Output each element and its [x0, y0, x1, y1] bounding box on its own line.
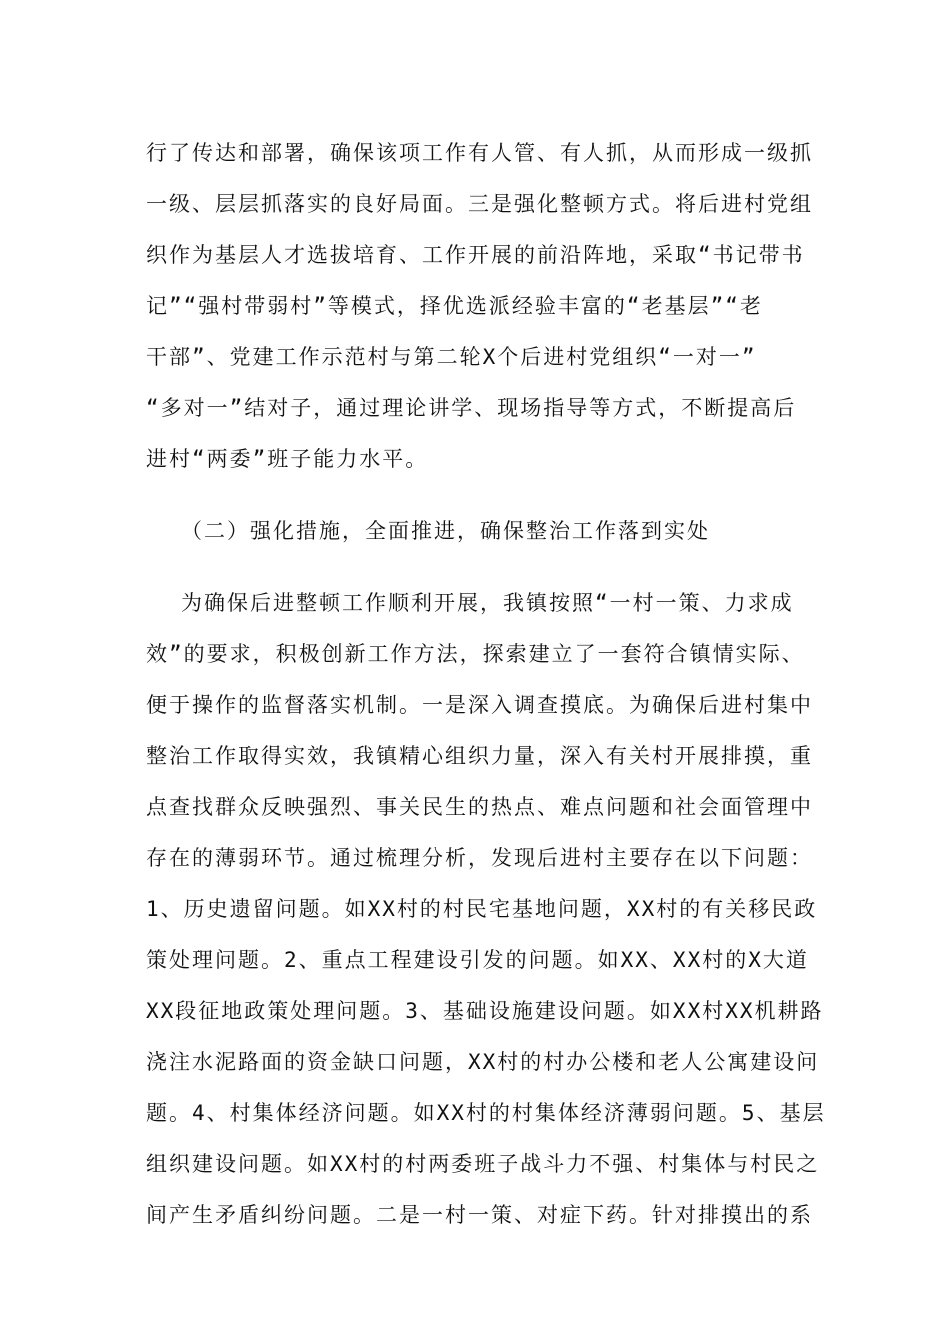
paragraph-2 [146, 578, 826, 1241]
text-line: 织作为基层人才选拔培育、工作开展的前沿阵地，采取“书记带书 [146, 243, 805, 267]
text-line: 组织建设问题。如XX村的村两委班子战斗力不强、村集体与村民之 [146, 1152, 820, 1176]
section-heading: （二）强化措施，全面推进，确保整治工作落到实处 [181, 519, 710, 543]
text-line: 便于操作的监督落实机制。一是深入调查摸底。为确保后进村集中 [146, 693, 813, 717]
text-line: 点查找群众反映强烈、事关民生的热点、难点问题和社会面管理中 [146, 795, 813, 819]
text-line: 间产生矛盾纠纷问题。二是一村一策、对症下药。针对排摸出的系 [146, 1203, 813, 1227]
document-body [146, 128, 826, 1241]
text-line: 行了传达和部署，确保该项工作有人管、有人抓，从而形成一级抓 [146, 141, 813, 165]
text-line: 进村“两委”班子能力水平。 [146, 447, 429, 471]
text-line: 整治工作取得实效，我镇精心组织力量，深入有关村开展排摸，重 [146, 744, 813, 768]
text-line: 策处理问题。2、重点工程建设引发的问题。如XX、XX村的X大道 [146, 948, 809, 972]
text-line: XX段征地政策处理问题。3、基础设施建设问题。如XX村XX机耕路 [146, 999, 824, 1023]
text-line: 效”的要求，积极创新工作方法，探索建立了一套符合镇情实际、 [146, 642, 805, 666]
text-line: 题。4、村集体经济问题。如XX村的村集体经济薄弱问题。5、基层 [146, 1101, 826, 1125]
text-line: 一级、层层抓落实的良好局面。三是强化整顿方式。将后进村党组 [146, 192, 813, 216]
text-line: 1、历史遗留问题。如XX村的村民宅基地问题，XX村的有关移民政 [146, 897, 818, 921]
text-line: 为确保后进整顿工作顺利开展，我镇按照“一村一策、力求成 [181, 591, 794, 615]
text-line: 记”“强村带弱村”等模式，择优选派经验丰富的“老基层”“老 [146, 294, 763, 318]
text-line: 干部”、党建工作示范村与第二轮X个后进村党组织“一对一” [146, 345, 757, 369]
text-line: “多对一”结对子，通过理论讲学、现场指导等方式，不断提高后 [146, 396, 797, 420]
paragraph-1 [146, 128, 813, 485]
text-line: 浇注水泥路面的资金缺口问题，XX村的村办公楼和老人公寓建设问 [146, 1050, 820, 1074]
text-line: 存在的薄弱环节。通过梳理分析，发现后进村主要存在以下问题： [146, 846, 813, 870]
